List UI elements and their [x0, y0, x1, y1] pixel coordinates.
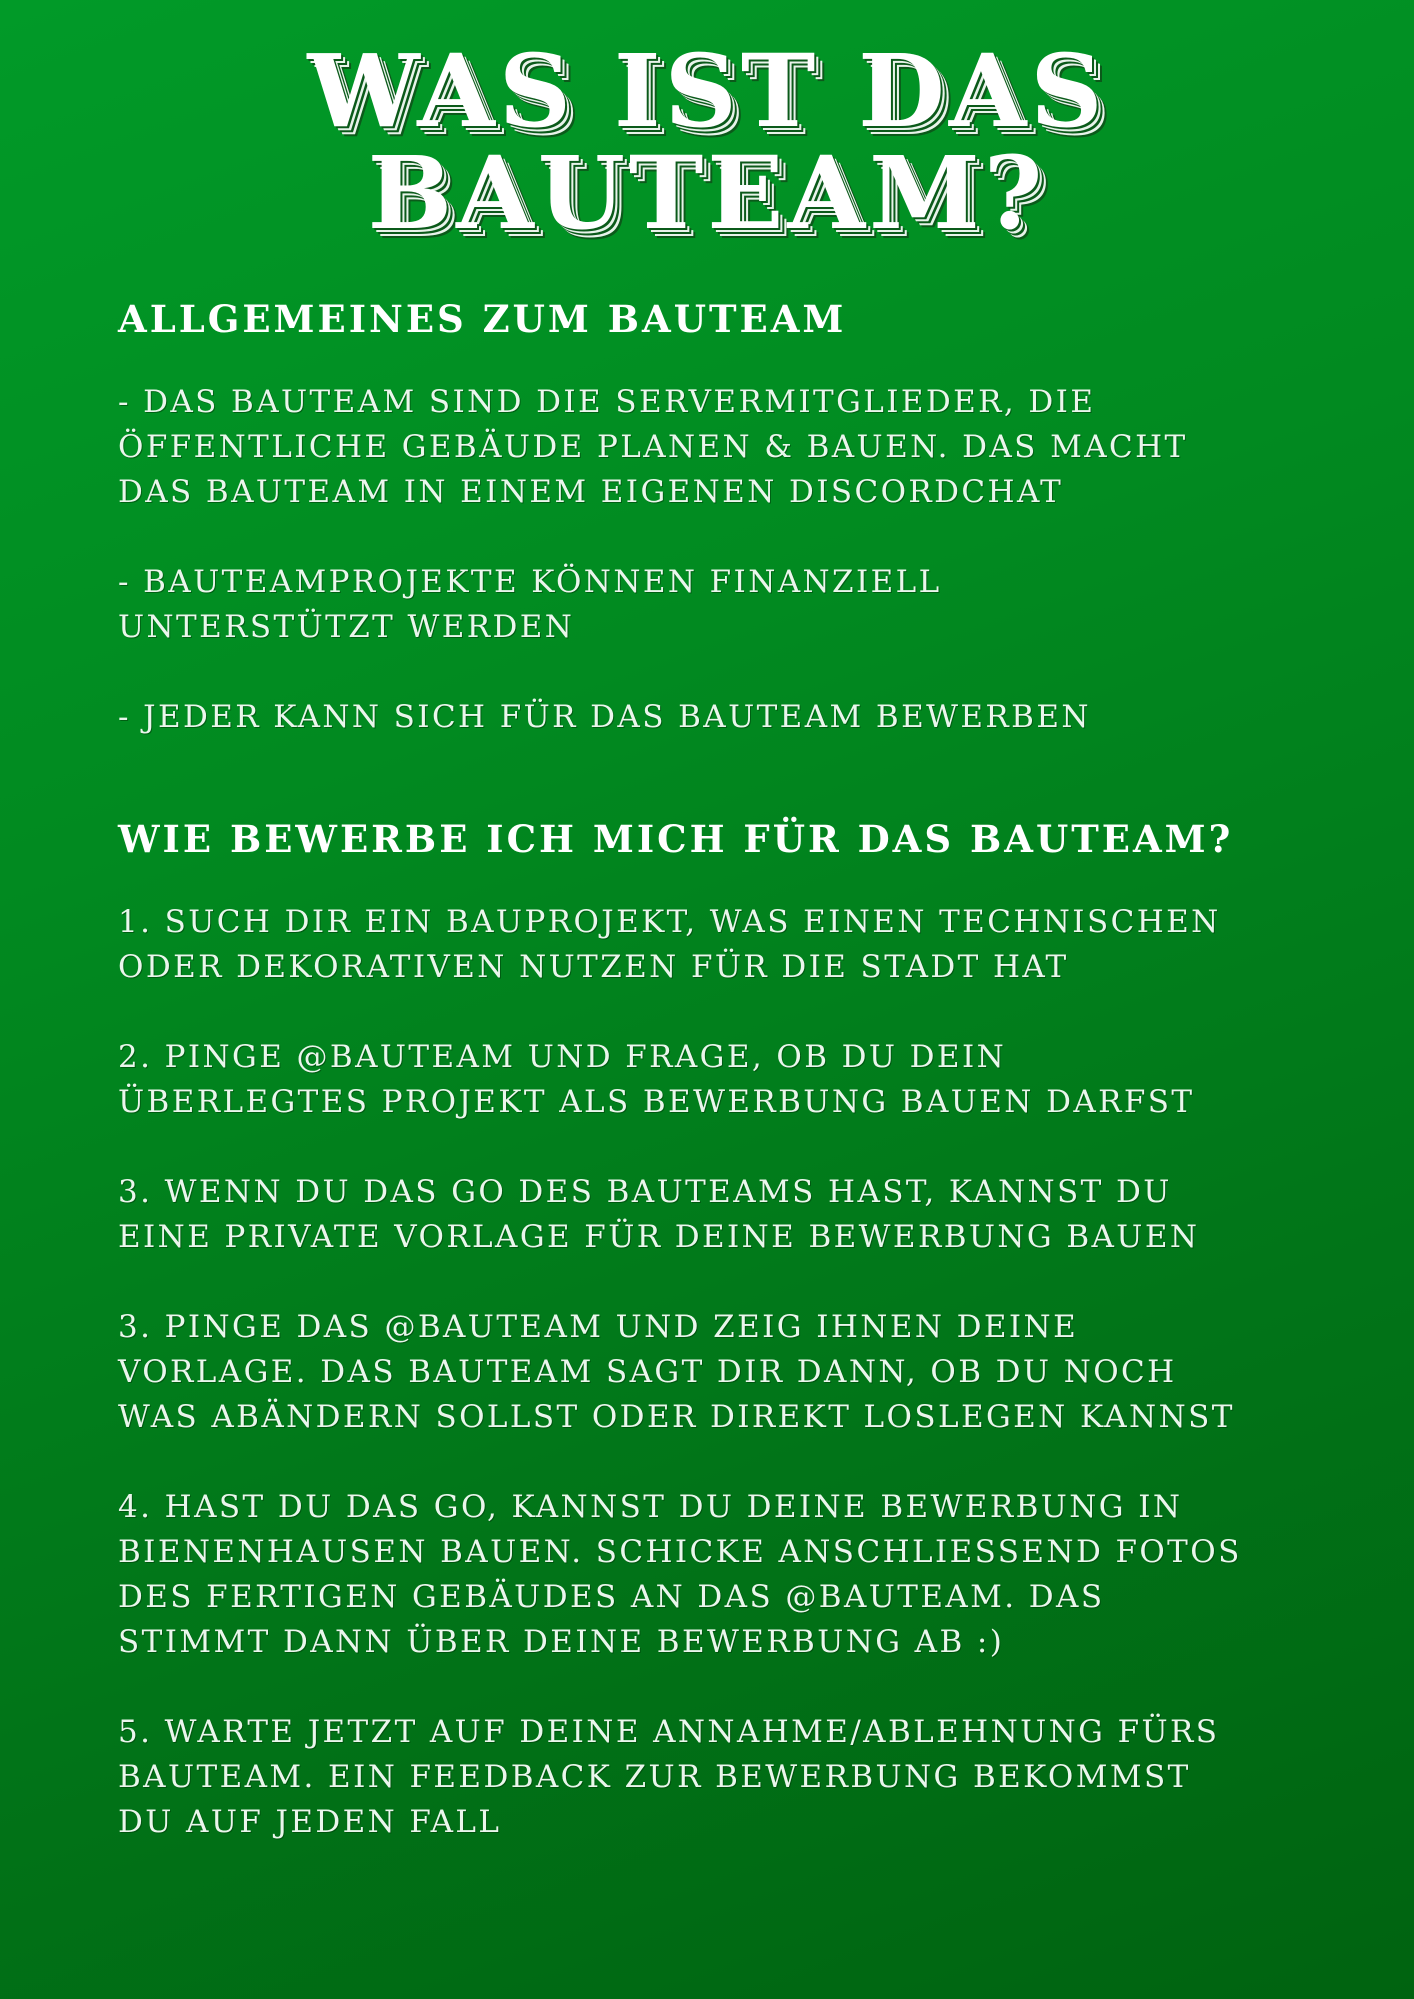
paragraph-line: WAS ABÄNDERN SOLLST ODER DIREKT LOSLEGEN KANNST [118, 1399, 1235, 1435]
paragraph [118, 560, 1318, 650]
paragraph-line: 3. WENN DU DAS GO DES BAUTEAMS HAST, KANNST DU [118, 1174, 1172, 1210]
paragraph-line: 3. PINGE DAS @BAUTEAM UND ZEIG IHNEN DEINE [118, 1309, 1079, 1345]
section-heading-application: WIE BEWERBE ICH MICH FÜR DAS BAUTEAM? [118, 817, 1234, 861]
paragraph-line: BAUTEAM. EIN FEEDBACK ZUR BEWERBUNG BEKOMMST [118, 1759, 1191, 1795]
paragraph-line: EINE PRIVATE VORLAGE FÜR DEINE BEWERBUNG BAUEN [118, 1219, 1200, 1255]
title-line-1: WAS IST DAS [307, 32, 1107, 150]
step-paragraph [118, 1710, 1318, 1845]
page-title [0, 32, 1414, 252]
paragraph-line: ODER DEKORATIVEN NUTZEN FÜR DIE STADT HAT [118, 949, 1069, 985]
paragraph-line: DAS BAUTEAM IN EINEM EIGENEN DISCORDCHAT [118, 474, 1064, 510]
step-paragraph [118, 1485, 1318, 1665]
step-paragraph [118, 1170, 1318, 1260]
paragraph-line: ÜBERLEGTES PROJEKT ALS BEWERBUNG BAUEN DARFST [118, 1084, 1195, 1120]
paragraph-line: UNTERSTÜTZT WERDEN [118, 609, 575, 645]
step-paragraph [118, 1305, 1318, 1440]
content [118, 295, 1318, 1845]
paragraph-line: 5. WARTE JETZT AUF DEINE ANNAHME/ABLEHNUNG FÜRS [118, 1714, 1220, 1750]
paragraph-line: BIENENHAUSEN BAUEN. SCHICKE ANSCHLIESSEND FOTOS [118, 1534, 1242, 1570]
step-paragraph [118, 900, 1318, 990]
paragraph-line: DES FERTIGEN GEBÄUDES AN DAS @BAUTEAM. DAS [118, 1579, 1105, 1615]
section-heading-general: ALLGEMEINES ZUM BAUTEAM [118, 297, 847, 341]
paragraph-line: 1. SUCH DIR EIN BAUPROJEKT, WAS EINEN TECHNISCHEN [118, 904, 1221, 940]
paragraph [118, 380, 1318, 515]
paragraph-line: - DAS BAUTEAM SIND DIE SERVERMITGLIEDER, DIE [118, 384, 1096, 420]
paragraph-line: ÖFFENTLICHE GEBÄUDE PLANEN & BAUEN. DAS MACHT [118, 429, 1188, 465]
step-paragraph [118, 1035, 1318, 1125]
paragraph-line: DU AUF JEDEN FALL [118, 1804, 502, 1840]
title-line-2: BAUTEAM? [367, 134, 1047, 252]
paragraph-line: VORLAGE. DAS BAUTEAM SAGT DIR DANN, OB DU NOCH [118, 1354, 1177, 1390]
paragraph [118, 695, 1318, 740]
paragraph-line: - BAUTEAMPROJEKTE KÖNNEN FINANZIELL [118, 564, 942, 600]
paragraph-line: 4. HAST DU DAS GO, KANNST DU DEINE BEWERBUNG IN [118, 1489, 1183, 1525]
paragraph-line: 2. PINGE @BAUTEAM UND FRAGE, OB DU DEIN [118, 1039, 1007, 1075]
paragraph-line: STIMMT DANN ÜBER DEINE BEWERBUNG AB :) [118, 1624, 1005, 1660]
paragraph-line: - JEDER KANN SICH FÜR DAS BAUTEAM BEWERBEN [118, 699, 1091, 735]
